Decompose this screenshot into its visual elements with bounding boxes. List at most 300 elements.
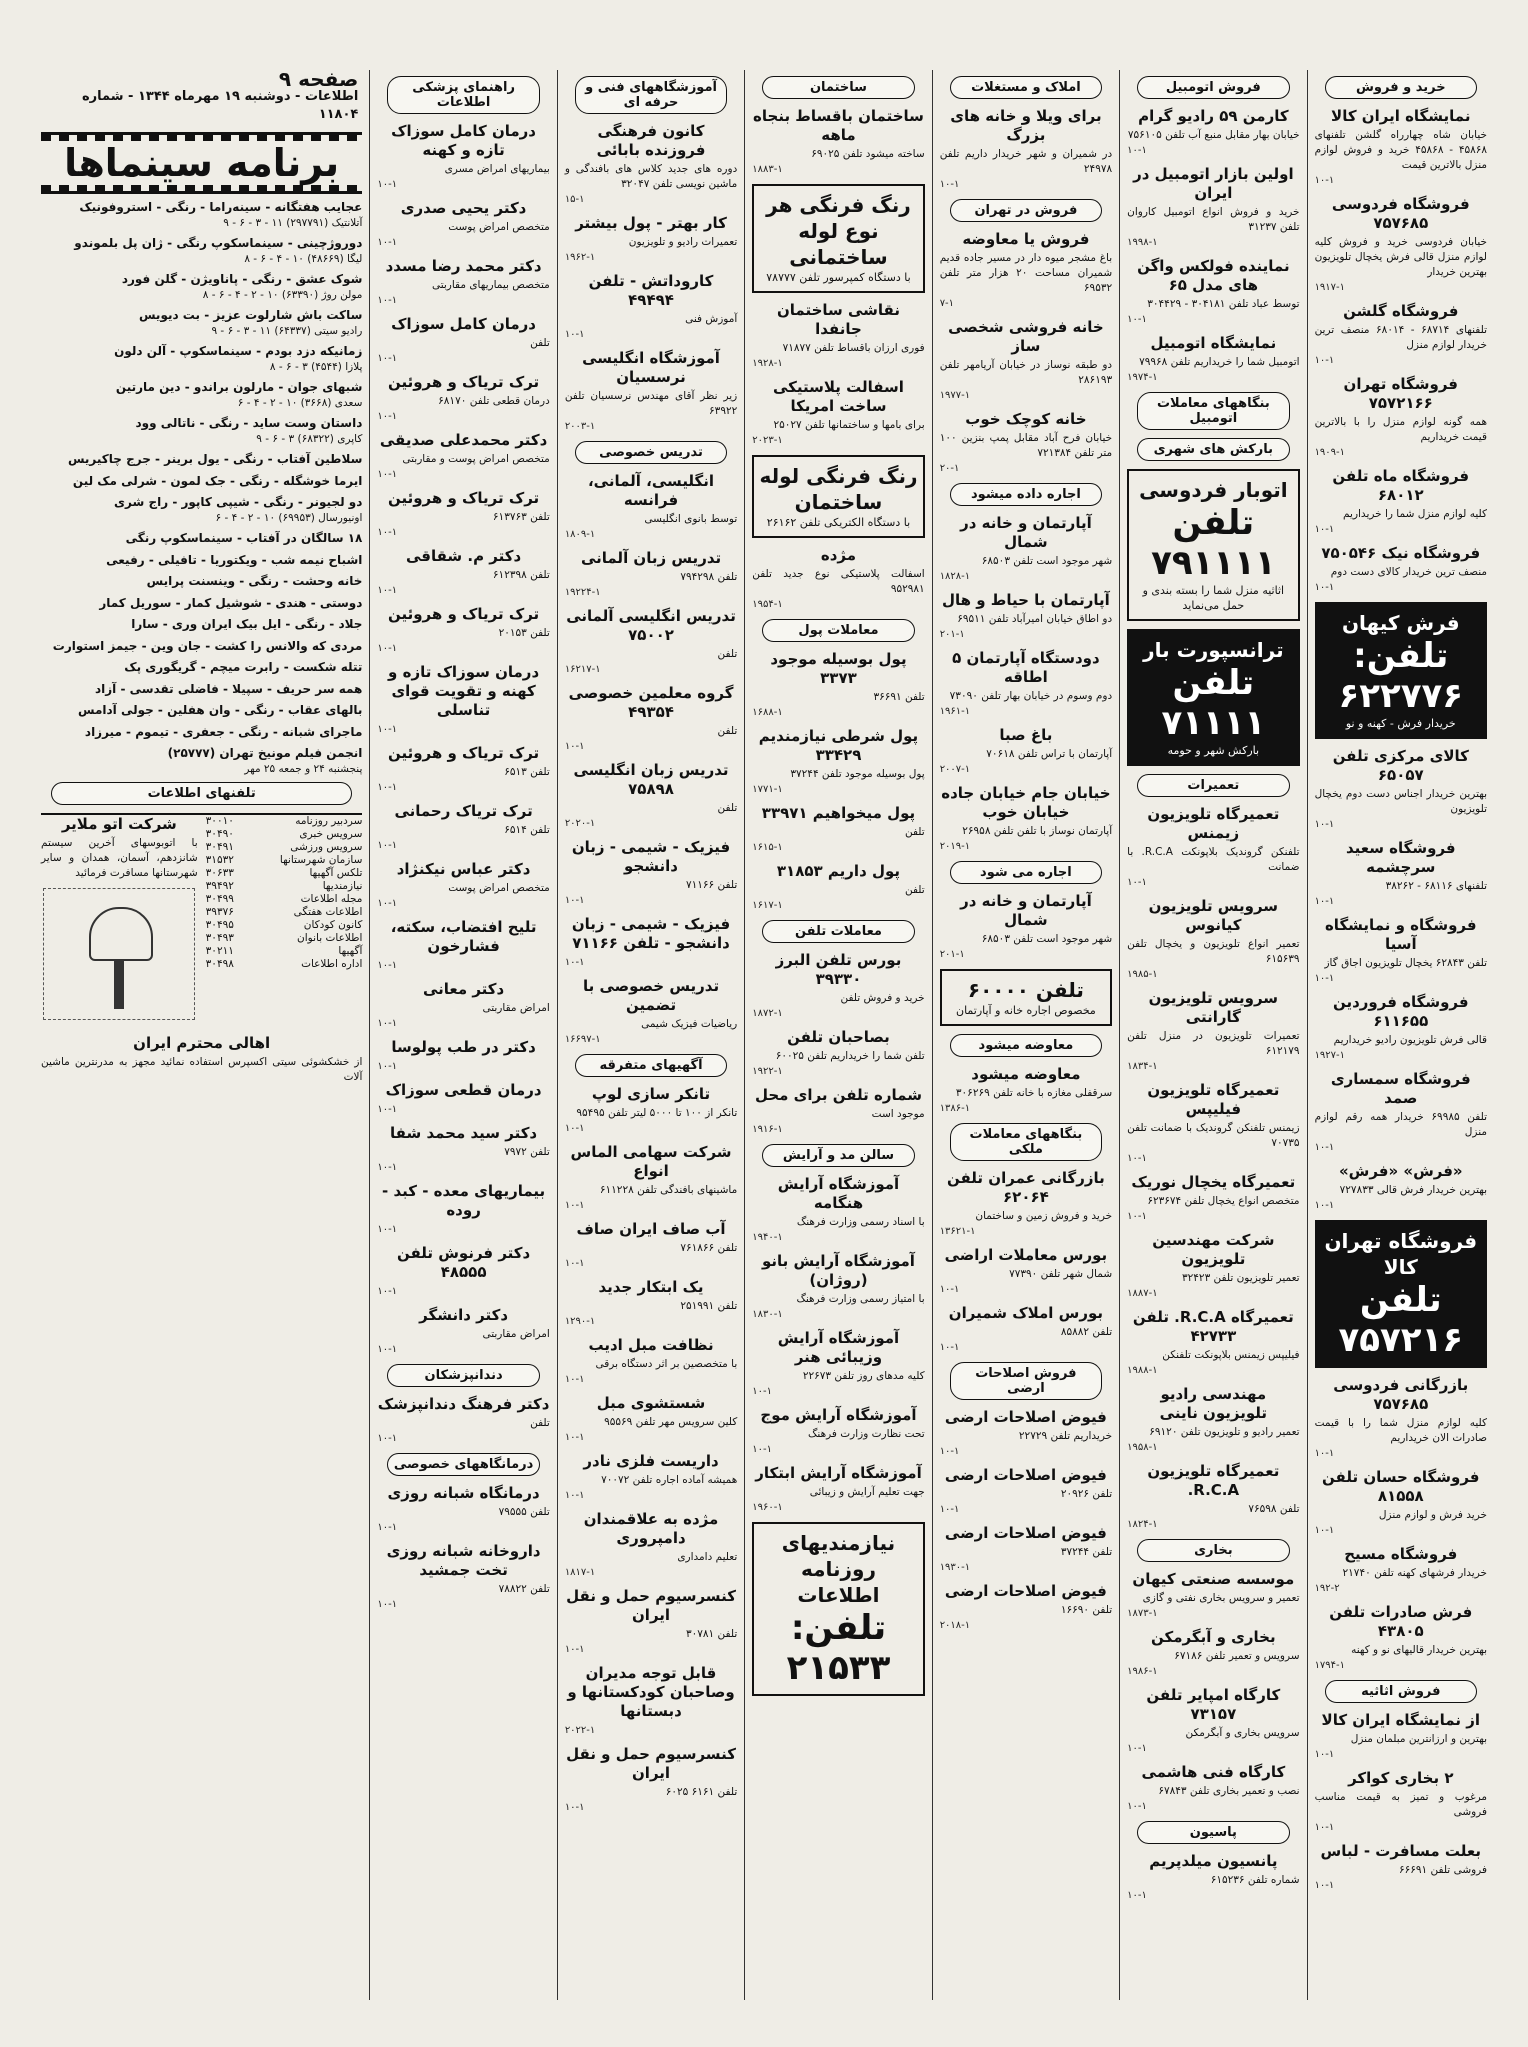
classified-ad <box>377 547 549 598</box>
ad-text: امراض مقاربتی <box>482 1002 550 1014</box>
ad-title: اسفالت پلاستیکی ساخت امریکا <box>772 378 904 415</box>
ad-text: تلفن ۱۶۶۹۰ <box>1060 1604 1113 1616</box>
ad-title: فروشگاه مسیح <box>1344 1545 1458 1563</box>
ad-title: تعمیرگاه تلویزیون فیلیپس <box>1147 1081 1280 1118</box>
section-heading: پاسیون <box>1137 1821 1289 1844</box>
ad-title: کالای مرکزی تلفن ۶۵۰۵۷ <box>1332 747 1469 784</box>
ad-reference: ۱۰-۱ <box>377 1162 398 1173</box>
ad-title: فروشگاه فردوسی ۷۵۷۶۸۵ <box>1331 195 1470 232</box>
section-heading: درمانگاههای خصوصی <box>387 1453 539 1476</box>
ad-title: تدریس خصوصی با تضمین <box>582 977 720 1014</box>
display-ad-title: اتوبار فردوسی <box>1139 478 1288 502</box>
ad-reference: ۱۰-۱ <box>377 585 398 596</box>
classified-ad <box>565 1220 737 1271</box>
cinema-program-title: برنامه سینماها <box>41 132 362 194</box>
ad-reference: ۱۰-۱ <box>1314 1200 1335 1211</box>
ad-text: برای بامها و ساختمانها تلفن ۲۵۰۲۷ <box>773 419 925 431</box>
classified-ad <box>1127 1308 1299 1378</box>
ad-text: موجود است <box>871 1108 925 1120</box>
ad-reference: ۲۰۱-۱ <box>939 629 965 640</box>
ad-reference: ۱۰-۱ <box>377 724 398 735</box>
ad-reference: ۱۰-۱ <box>752 1444 772 1455</box>
ad-reference: ۱۰-۱ <box>377 295 398 306</box>
ad-reference: ۱۰-۱ <box>377 960 398 971</box>
section-heading: خرید و فروش <box>1325 76 1477 99</box>
phone-label: سازمان شهرستانها <box>279 854 363 866</box>
ad-text: بهترین خریدار قالیهای نو و کهنه <box>1351 1644 1487 1656</box>
ad-reference: ۱۷۹۴-۱ <box>1314 1660 1346 1671</box>
ad-text: تلفن ۲۰۹۲۶ <box>1060 1488 1113 1500</box>
classified-ad <box>1315 195 1487 295</box>
ad-reference: ۱۶۸۸-۱ <box>752 707 783 718</box>
classified-ad <box>1127 1852 1299 1903</box>
classified-ad <box>1127 1385 1299 1455</box>
section-heading: فروش در تهران <box>950 199 1102 222</box>
ad-reference: ۱۰-۱ <box>564 741 585 752</box>
ad-reference: ۱۰-۱ <box>1314 1749 1335 1760</box>
classified-ad <box>940 230 1112 311</box>
classified-ad <box>1127 1231 1299 1301</box>
ad-reference: ۱۰-۱ <box>377 469 398 480</box>
ad-text: تلفن ۶۱۶۱ ۶۰۲۵ <box>665 1786 738 1798</box>
cinema-showtimes: آتلانتیک (۲۹۷۷۹۱) ۱۱ - ۳ - ۶ - ۹ <box>223 216 363 229</box>
classified-ad <box>377 860 549 911</box>
phone-label: آگهیها <box>338 945 363 957</box>
classified-ad <box>1315 1769 1487 1835</box>
ad-title: بصاحبان تلفن <box>787 1028 890 1046</box>
ad-reference: ۱۰-۱ <box>1314 524 1335 535</box>
cinema-entry <box>41 617 362 633</box>
ad-title: تدریس زبان آلمانی <box>580 549 722 567</box>
classified-ad <box>940 1304 1112 1355</box>
ad-reference: ۱۹۷۴-۱ <box>1127 372 1158 383</box>
ad-reference: ۱۰-۱ <box>377 1522 398 1533</box>
classified-ad <box>565 1587 737 1657</box>
ad-city-express <box>41 1034 362 1085</box>
classified-ad <box>565 549 737 600</box>
cinema-entry <box>41 639 362 655</box>
ad-text: متخصص بیماریهای مقاربتی <box>431 279 550 291</box>
ad-oto-malayer <box>41 815 198 881</box>
ad-text: تلفن ۲۵۱۹۹۱ <box>680 1300 738 1312</box>
phone-row <box>206 958 363 971</box>
ad-reference: ۱۸۰۹-۱ <box>564 529 596 540</box>
ad-title: گروه معلمین خصوصی ۴۹۳۵۴ <box>568 684 734 721</box>
film-title: ایرما خوشگله - رنگی - جک لمون - شرلی مک لین <box>72 473 363 488</box>
ad-text: درمان قطعی تلفن ۶۸۱۷۰ <box>438 395 550 407</box>
ad-text: بهترین و ارزانترین مبلمان منزل <box>1350 1733 1487 1745</box>
ad-reference: ۱۰-۱ <box>377 1599 398 1610</box>
classified-ad <box>752 1086 924 1137</box>
ad-reference: ۲۰۱۸-۱ <box>939 1620 971 1631</box>
cinema-entry <box>41 703 362 719</box>
ad-reference: ۱۹۲۲-۱ <box>752 1066 783 1077</box>
classified-ad <box>1315 107 1487 188</box>
classified-ad <box>1127 1686 1299 1756</box>
ad-title: آموزشگاه آرایش بانو (روژان) <box>762 1252 915 1289</box>
classified-ad <box>940 318 1112 403</box>
ad-text: خرید و فروش زمین و ساختمان <box>975 1210 1113 1222</box>
classified-ad <box>752 378 924 448</box>
section-heading: معاملات تلفن <box>762 920 914 943</box>
ad-text: تعمیر و سرویس بخاری نفتی و گازی <box>1142 1592 1300 1604</box>
ad-reference: ۱۰-۱ <box>377 411 398 422</box>
classified-ad <box>940 1065 1112 1116</box>
phone-row <box>206 893 363 906</box>
ad-title: تدریس زبان انگلیسی ۷۵۸۹۸ <box>573 761 729 798</box>
ad-title: فیزیک - شیمی - زبان دانشجو - تلفن ۷۱۱۶۶ <box>571 915 731 952</box>
cinema-entry <box>41 380 362 410</box>
cinema-entry <box>41 495 362 525</box>
ad-title: ترک تریاک و هروئین <box>387 489 540 507</box>
section-heading: اجاره داده میشود <box>950 483 1102 506</box>
classified-ad <box>377 489 549 540</box>
ad-reference: ۱۹۳۰-۱ <box>939 1562 971 1573</box>
ad-title: سرویس تلویزیون گارانتی <box>1148 989 1279 1026</box>
display-ad-box <box>1315 602 1487 739</box>
classified-ad <box>940 1582 1112 1633</box>
ad-reference: ۲۰-۱ <box>939 463 960 474</box>
display-ad-title: فرش کیهان <box>1341 611 1460 635</box>
ad-reference: ۱۳۶۲۱-۱ <box>939 1226 976 1237</box>
ad-title: دکتر عباس نیکنژاد <box>396 860 531 878</box>
ad-title: فروشگاه و نمایشگاه آسیا <box>1324 916 1477 953</box>
ad-title: خیابان جام خیابان جاده خیابان خوب <box>941 784 1111 821</box>
display-ad-phone: تلفن ۷۹۱۱۱۱ <box>1151 503 1276 583</box>
classified-ad <box>565 349 737 434</box>
cinema-showtimes: لیگا (۴۸۶۶۹) ۱۰ - ۴ - ۶ - ۸ <box>244 252 363 265</box>
film-title: داستان وست ساید - رنگی - ناتالی وود <box>135 416 363 430</box>
phone-number: ۳۹۳۷۶ <box>205 906 234 918</box>
page-header <box>41 70 362 124</box>
ad-text: زیر نظر آقای مهندس نرسسیان تلفن ۶۳۹۲۲ <box>564 390 738 417</box>
ad-text: تلفن <box>530 337 550 349</box>
display-ad-subtitle: بارکش شهر و حومه <box>1167 744 1260 757</box>
ad-title: فروشگاه تهران ۷۵۷۲۱۶۶ <box>1343 375 1459 412</box>
ad-title: یک ابتکار جدید <box>598 1278 704 1296</box>
phone-label: سرویس خبری <box>299 828 363 840</box>
ad-reference: ۱۰-۱ <box>564 1432 585 1443</box>
film-title: جلاد - رنگی - ایل بیک ایران وری - سارا <box>131 617 363 631</box>
ad-text: بهترین خریدار اجناس دست دوم یخچال تلویزیون <box>1314 788 1487 815</box>
ad-reference: ۱۰-۱ <box>1127 1743 1147 1754</box>
film-title: بالهای عقاب - رنگی - وان هفلین - جولی آدامس <box>77 703 363 717</box>
cinema-entry <box>41 574 362 590</box>
classified-ad <box>1315 467 1487 537</box>
classified-ad <box>940 1524 1112 1575</box>
ad-title: کاروداتش - تلفن ۴۹۴۹۴ <box>588 272 714 309</box>
phone-number: ۳۰۴۹۹ <box>205 893 234 905</box>
classified-ad <box>1127 334 1299 385</box>
ad-reference: ۱۰-۱ <box>1314 819 1335 830</box>
ad-title: شرکت اتو ملایر <box>61 815 177 833</box>
classified-ad <box>1127 1462 1299 1532</box>
section-heading: راهنمای پزشکی اطلاعات <box>387 76 539 114</box>
classified-ad <box>377 373 549 424</box>
phones-title: تلفنهای اطلاعات <box>51 782 352 805</box>
ad-text: خرید فرش و لوازم منزل <box>1378 1509 1487 1521</box>
classified-ad <box>377 431 549 482</box>
ad-reference: ۱۰-۱ <box>377 840 398 851</box>
ad-title: پول داریم ۳۱۸۵۳ <box>776 862 901 880</box>
ad-text: کلیه مدهای روز تلفن ۲۲۶۷۳ <box>802 1370 925 1382</box>
ad-text: فیلیپس زیمنس بلاپونکت تلفنکن <box>1162 1349 1300 1361</box>
ad-text: تلفن ۳۰۷۸۱ <box>686 1628 738 1640</box>
ad-reference: ۱۸۳۴-۱ <box>1127 1061 1158 1072</box>
classified-ad <box>377 315 549 366</box>
cinema-entry <box>41 553 362 569</box>
section-heading: آگهیهای متفرقه <box>575 1054 727 1077</box>
ad-reference: ۲۰۲۳-۱ <box>752 435 783 446</box>
display-ad-phone: تلفن ۷۵۷۲۱۶ <box>1338 1280 1464 1360</box>
film-title: دو لجیونر - رنگی - شیپی کاپور - راج شری <box>114 495 363 509</box>
ad-title: خانه کوچک خوب <box>965 410 1087 428</box>
ad-text: تانکر از ۱۰۰ تا ۵۰۰۰ لیتر تلفن ۹۵۴۹۵ <box>576 1107 738 1119</box>
display-ad-subtitle: اثاثیه منزل شما را بسته بندی و حمل می‌نماید <box>1142 584 1285 612</box>
ad-text: توسط بانوی انگلیسی <box>644 513 738 525</box>
ad-reference: ۱۰-۱ <box>564 1802 585 1813</box>
film-title: دوستی - هندی - شوشیل کمار - سوریل کمار <box>99 595 363 610</box>
phone-label: اطلاعات هفتگی <box>293 906 363 918</box>
ad-reference: ۱۰-۱ <box>377 1286 398 1297</box>
ad-title: آپارتمان با حیاط و هال <box>941 591 1110 609</box>
ad-reference: ۱۰-۱ <box>564 1123 585 1134</box>
ad-reference: ۱۹۶۲-۱ <box>564 252 596 263</box>
ad-text: ماشینهای بافندگی تلفن ۶۱۱۲۲۸ <box>599 1184 738 1196</box>
ad-title: فرش صادرات تلفن ۴۳۸۰۵ <box>1329 1603 1473 1640</box>
classified-ad <box>565 1278 737 1329</box>
ad-title: مژده به علاقمندان دامپروری <box>583 1510 719 1547</box>
ad-title: ترک تریاک و هروئین <box>387 373 540 391</box>
film-title: اشباح نیمه شب - ویکتوریا - تافیلی - رفیعی <box>106 552 363 567</box>
section-heading: تدریس خصوصی <box>575 441 727 464</box>
ad-title: بورس املاک شمیران <box>948 1304 1103 1322</box>
phone-row <box>206 854 363 867</box>
display-ad-box <box>1127 629 1299 766</box>
classified-ad <box>1127 107 1299 158</box>
phone-number: ۳۰۰۱۰ <box>205 815 234 827</box>
ad-text: تعمیر رادیو و تلویزیون تلفن ۶۹۱۲۰ <box>1149 1426 1300 1438</box>
ad-reference: ۱۶۱۷-۱ <box>752 900 783 911</box>
display-ad-phone: تلفن: ۲۱۵۳۳ <box>786 1608 891 1688</box>
phone-row <box>206 841 363 854</box>
ad-title: بازرگانی عمران تلفن ۶۲۰۶۴ <box>947 1169 1105 1206</box>
ad-reference: ۷-۱ <box>939 298 955 309</box>
ad-reference: ۱۹۸۸-۱ <box>1127 1365 1158 1376</box>
ad-reference: ۱۸۷۳-۱ <box>1127 1608 1158 1619</box>
ad-text: با متخصصین بر اثر دستگاه برقی <box>595 1358 738 1370</box>
film-title: عجایب هفتگانه - سینه‌راما - رنگی - استروفونیک <box>79 200 363 214</box>
ad-text: نصب و تعمیر بخاری تلفن ۶۷۸۴۳ <box>1158 1785 1300 1797</box>
classified-ad <box>377 257 549 308</box>
ad-text: همیشه آماده اجاره تلفن ۷۰۰۷۲ <box>601 1474 738 1486</box>
classified-ad <box>565 684 737 754</box>
ad-title: آموزشگاه آرایش موج <box>760 1406 917 1424</box>
cinema-entry <box>41 660 362 676</box>
display-ad-subtitle: خریدار فرش - کهنه و نو <box>1345 717 1456 730</box>
ad-reference: ۱۰-۱ <box>1127 1801 1147 1812</box>
ad-reference: ۱۰-۱ <box>377 1433 398 1444</box>
cinema-entry <box>41 344 362 374</box>
classified-ad <box>377 918 549 973</box>
ad-reference: ۱۹۱۶-۱ <box>752 1124 783 1135</box>
ad-reference: ۱۸۸۷-۱ <box>1127 1288 1158 1299</box>
classified-ad <box>377 199 549 250</box>
display-ad-title: رنگ فرنگی لوله ساختمان <box>759 464 918 514</box>
ad-title: فیوض اصلاحات ارضی <box>944 1466 1107 1484</box>
ad-title: تدریس انگلیسی آلمانی ۷۵۰۰۲ <box>566 607 736 644</box>
ad-reference: ۱۹۲-۲ <box>1314 1583 1340 1594</box>
cinema-showtimes: رادیو سیتی (۶۴۳۳۷) ۱۱ - ۳ - ۶ - ۹ <box>211 324 363 337</box>
ad-reference: ۱۰-۱ <box>377 1061 398 1072</box>
display-ad-title: تلفن ۶۰۰۰۰ <box>967 978 1084 1002</box>
film-title: ماجرای شبانه - رنگی - جعفری - تیموم - میرزاد <box>84 724 363 739</box>
ad-title: درمان سوزاک تازه و کهنه و تقویت قوای تناسلی <box>388 663 540 719</box>
ad-title: بورس تلفن البرز ۳۹۳۳۰ <box>775 951 902 988</box>
film-title: ساکت باش شارلوت عزیز - بت دیویس <box>138 308 363 322</box>
ad-reference: ۱۰-۱ <box>377 1344 398 1355</box>
classified-ad <box>1127 1628 1299 1679</box>
ad-text: شهر موجود است تلفن ۶۸۵۰۳ <box>981 555 1113 567</box>
ad-title: ترک تریاک و هروئین <box>387 744 540 762</box>
film-title: خانه وحشت - رنگی - وینسنت پرایس <box>146 574 363 588</box>
ad-text: کلیه لوازم منزل شما را با قیمت صادرات الان خریداریم <box>1314 1417 1487 1444</box>
ad-text: تلفن ۷۶۵۹۸ <box>1248 1503 1300 1515</box>
ad-text: تلفن ۷۹۴۲۹۸ <box>680 571 738 583</box>
ad-text: سرویس بخاری و آبگرمکن <box>1185 1727 1300 1739</box>
ad-reference: ۱۰-۱ <box>564 1490 585 1501</box>
ad-title: پول بوسیله موجود ۳۳۷۳ <box>770 650 907 687</box>
ad-text: تلفن <box>717 648 738 660</box>
lamp-illustration <box>43 888 195 1020</box>
column-cinema <box>34 70 369 2000</box>
ad-title: درمانگاه شبانه روزی <box>387 1484 540 1502</box>
ad-reference: ۱۰-۱ <box>1314 1525 1335 1536</box>
ad-text: شماره تلفن ۶۱۵۲۳۶ <box>1210 1874 1300 1886</box>
cinema-entry <box>41 416 362 446</box>
classified-ad <box>1315 916 1487 986</box>
film-title: انجمن فیلم مونیخ تهران (۲۵۷۷۷) <box>167 746 363 760</box>
classified-ad <box>752 1028 924 1079</box>
display-ad-subtitle: با دستگاه کمپرسور تلفن ۷۸۷۷۷ <box>766 271 911 284</box>
ad-text: متخصص امراض پوست <box>448 221 550 233</box>
ad-title: کارگاه فنی هاشمی <box>1141 1763 1286 1781</box>
classified-ad <box>565 1510 737 1580</box>
display-ad-box <box>1127 469 1299 621</box>
display-ad-box <box>1315 1220 1487 1368</box>
ad-title: دکتر یحیی صدری <box>400 199 527 217</box>
ad-title: انگلیسی، آلمانی، فرانسه <box>587 472 715 509</box>
ad-text: خرید و فروش تلفن <box>840 992 925 1004</box>
ad-text: مرغوب و تمیز به قیمت مناسب فروشی <box>1314 1791 1487 1818</box>
ad-title: نمایشگاه ایران کالا <box>1331 107 1471 125</box>
phone-number: ۳۰۴۹۳ <box>205 932 234 944</box>
classified-ad <box>377 1484 549 1535</box>
phone-row <box>206 880 363 893</box>
ad-title: دکتر سید محمد شفا <box>390 1124 538 1142</box>
phone-row <box>206 945 363 958</box>
ad-text: تلفن ۶۵۱۳ <box>504 766 550 778</box>
classified-ad <box>565 214 737 265</box>
ad-text: ساخته میشود تلفن ۶۹۰۲۵ <box>811 148 925 160</box>
ad-text: شمال شهر تلفن ۷۷۳۹۰ <box>1009 1268 1113 1280</box>
ad-title: آموزشگاه انگلیسی نرسسیان <box>582 349 720 386</box>
ad-text: تلفن ۶۹۹۸۵ خریدار همه رقم لوازم منزل <box>1314 1111 1488 1138</box>
cinema-entry <box>41 452 362 468</box>
ad-title: اولین بازار اتومبیل در ایران <box>1133 165 1294 202</box>
display-ad-title: فروشگاه تهران کالا <box>1324 1229 1478 1279</box>
classified-ad <box>565 1085 737 1136</box>
ad-reference: ۱۶۶۹۷-۱ <box>564 1034 601 1045</box>
ad-reference: ۲۰۱-۱ <box>939 949 965 960</box>
ad-reference: ۱۹۲۲۴-۱ <box>564 587 601 598</box>
ad-reference: ۱۸۷۲-۱ <box>752 1008 783 1019</box>
ad-text: دوم وسوم در خیابان بهار تلفن ۷۳۰۹۰ <box>949 690 1113 702</box>
ad-text: تلفن ۸۵۸۸۲ <box>1060 1326 1113 1338</box>
ad-title: اهالی محترم ایران <box>133 1034 271 1052</box>
section-heading: املاک و مستغلات <box>950 76 1102 99</box>
ad-reference: ۱۰-۱ <box>564 1258 585 1269</box>
phone-number: ۳۰۶۳۳ <box>205 867 234 879</box>
classified-ad <box>565 472 737 542</box>
ad-reference: ۱۰-۱ <box>564 329 585 340</box>
phone-number: ۳۹۴۹۲ <box>205 880 234 892</box>
ad-reference: ۱۰-۱ <box>1314 1448 1335 1459</box>
ad-title: بخاری و آبگرمکن <box>1151 1628 1276 1646</box>
classified-ad <box>940 107 1112 192</box>
classified-ad <box>752 1252 924 1322</box>
ad-text: کلیه لوازم منزل شما را خریداریم <box>1343 508 1487 520</box>
ad-reference: ۱۰-۱ <box>377 179 398 190</box>
ad-text: تلفنهای ۶۸۱۱۶ - ۳۸۲۶۲ <box>1385 880 1487 892</box>
ad-reference: ۱۰-۱ <box>1314 175 1335 186</box>
classified-ad <box>752 862 924 913</box>
classified-ad <box>377 1182 549 1237</box>
section-heading: معاوضه میشود <box>950 1034 1102 1057</box>
column-medical <box>369 70 556 2000</box>
ad-text: بیماریهای امراض مسری <box>444 163 550 175</box>
classified-ad <box>752 1464 924 1515</box>
ad-text: اتومبیل شما را خریداریم تلفن ۷۹۹۶۸ <box>1139 356 1300 368</box>
classified-ad <box>1315 1711 1487 1762</box>
ad-text: دوره های جدید کلاس های بافندگی و ماشین نویسی تلفن ۳۲۰۴۷ <box>564 163 738 190</box>
ad-title: ۲ بخاری کواکر <box>1348 1769 1454 1787</box>
classified-ad <box>1127 805 1299 890</box>
ad-reference: ۲۰۲۰-۱ <box>564 818 596 829</box>
ad-title: مهندسی رادیو تلویزیون ناینی <box>1159 1385 1268 1422</box>
section-heading: فروش اصلاحات ارضی <box>950 1362 1102 1400</box>
classified-ad <box>377 1081 549 1117</box>
ad-reference: ۱۰-۱ <box>939 1504 960 1515</box>
classified-ad <box>565 1664 737 1738</box>
display-ad-subtitle: مخصوص اجاره خانه و آپارتمان <box>955 1004 1096 1017</box>
phone-row <box>206 815 363 828</box>
ad-text: منصف ترین خریدار کالای دست دوم <box>1330 566 1487 578</box>
classified-ad <box>1315 1842 1487 1893</box>
column-education <box>557 70 744 2000</box>
ad-title: خانه فروشی شخصی ساز <box>948 318 1104 355</box>
ad-title: درمان کامل سوزاک <box>391 315 536 333</box>
ad-title: نمایشگاه اتومبیل <box>1150 334 1277 352</box>
ad-title: دکتر فرنوش تلفن ۴۸۵۵۵ <box>396 1244 531 1281</box>
ad-reference: ۱۹۶۱-۱ <box>939 706 971 717</box>
display-ad-title: نیازمندیهای روزنامه اطلاعات <box>781 1531 896 1607</box>
ad-title: آب صاف ایران صاف <box>576 1220 726 1238</box>
ad-reference: ۱۰-۱ <box>1314 582 1335 593</box>
display-ad-box <box>752 1522 924 1696</box>
ad-reference: ۱۰-۱ <box>939 1446 960 1457</box>
ad-title: فروشگاه سمساری صمد <box>1330 1070 1471 1107</box>
